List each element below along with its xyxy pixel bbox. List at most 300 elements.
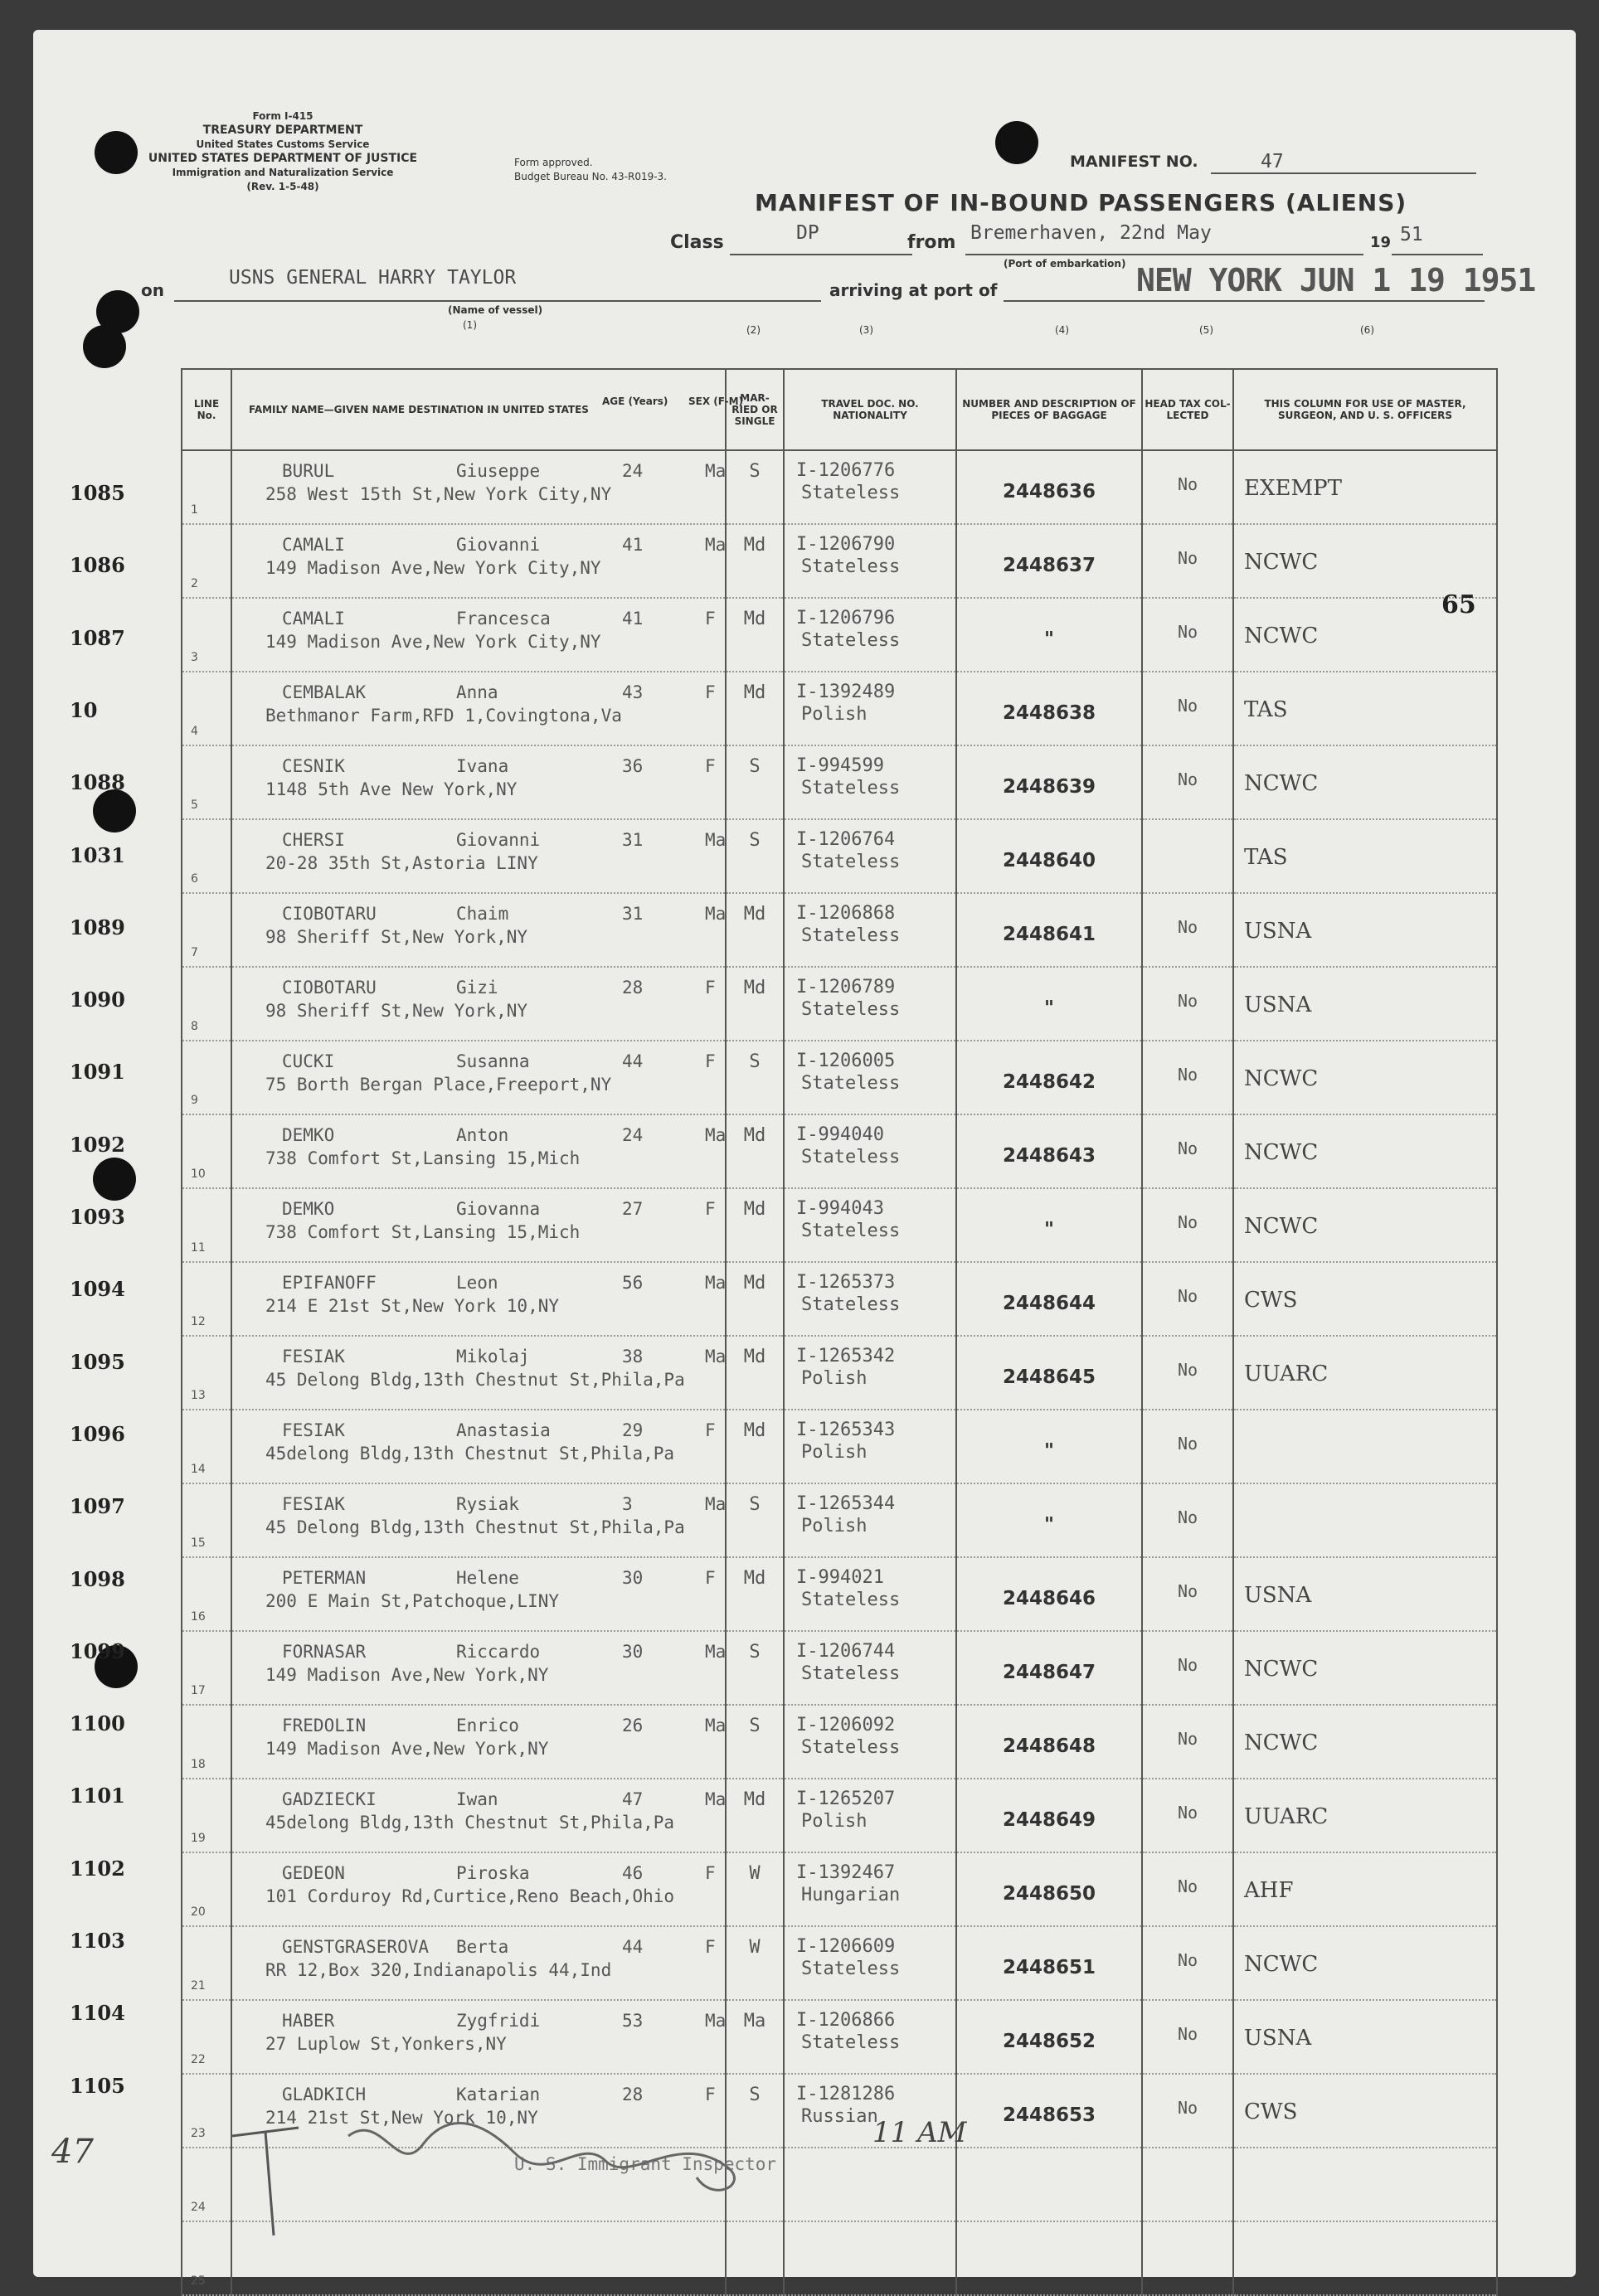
family-name: FREDOLIN	[282, 1716, 367, 1735]
travel-doc: I-1265207	[796, 1789, 896, 1809]
married-cell	[726, 1483, 784, 1557]
travel-cell	[784, 1557, 956, 1631]
line-number: 1	[191, 503, 198, 517]
given-name: Mikolaj	[456, 1347, 530, 1366]
col-num-5: (5)	[1199, 324, 1213, 336]
agency-note: USNA	[1244, 1583, 1312, 1608]
line-number: 14	[191, 1463, 206, 1476]
travel-doc: I-1206092	[796, 1715, 896, 1735]
agency-note: NCWC	[1244, 1952, 1319, 1977]
tax-cell	[1142, 1852, 1233, 1926]
nationality: Stateless	[801, 556, 901, 577]
name-cell	[231, 967, 726, 1041]
destination: 258 West 15th St,New York City,NY	[265, 484, 612, 504]
sex: F	[705, 1937, 716, 1957]
name-cell	[231, 1336, 726, 1410]
nationality: Stateless	[801, 999, 901, 1020]
marital-status: S	[749, 1716, 761, 1736]
tax-cell	[1142, 598, 1233, 672]
married-cell	[726, 1557, 784, 1631]
line-number: 13	[191, 1389, 206, 1402]
nationality: Stateless	[801, 925, 901, 946]
sex: F	[705, 2085, 716, 2104]
name-cell	[231, 1926, 726, 2000]
baggage-cell	[956, 819, 1142, 893]
tax-cell	[1142, 1557, 1233, 1631]
head-tax: No	[1177, 1507, 1198, 1527]
table-row	[182, 598, 1497, 672]
travel-cell	[784, 1410, 956, 1483]
family-name: GENSTGRASEROVA	[282, 1937, 430, 1957]
class-line	[730, 254, 912, 255]
officers-cell	[1233, 1262, 1497, 1336]
marital-status: Md	[743, 1199, 766, 1220]
name-line	[232, 1779, 725, 1811]
officers-cell	[1233, 2148, 1497, 2221]
officers-cell	[1233, 1631, 1497, 1705]
head-tax: No	[1177, 1065, 1198, 1085]
line-number: 7	[191, 946, 198, 959]
class-value: DP	[796, 222, 819, 244]
travel-doc: I-1206790	[796, 534, 896, 555]
officers-cell	[1233, 1705, 1497, 1779]
baggage-number: 2448646	[1002, 1588, 1096, 1609]
married-cell	[726, 1041, 784, 1114]
head-tax: No	[1177, 1286, 1198, 1306]
head-tax: No	[1177, 1950, 1198, 1970]
marital-status: Md	[743, 904, 766, 925]
name-line	[232, 1853, 725, 1885]
tax-cell	[1142, 1483, 1233, 1557]
line-number: 12	[191, 1315, 206, 1328]
officers-cell	[1233, 1188, 1497, 1262]
travel-cell	[784, 1852, 956, 1926]
nationality: Stateless	[801, 1959, 901, 1979]
agency-note: UUARC	[1244, 1804, 1329, 1829]
marital-status: S	[749, 830, 761, 851]
baggage-number: "	[1044, 1219, 1054, 1240]
col-num-2: (2)	[746, 324, 761, 336]
name-line	[232, 599, 725, 630]
sex: F	[705, 1420, 716, 1440]
baggage-cell	[956, 1852, 1142, 1926]
sex: Ma	[705, 1125, 727, 1145]
sex: Ma	[705, 535, 727, 555]
destination: 98 Sheriff St,New York,NY	[265, 1001, 528, 1021]
col-tax-header: HEAD TAX COL- LECTED	[1142, 369, 1233, 450]
baggage-cell	[956, 1779, 1142, 1852]
age: 53	[622, 2011, 644, 2031]
baggage-cell	[956, 1114, 1142, 1188]
baggage-number: 2448649	[1002, 1809, 1096, 1831]
name-line	[232, 2001, 725, 2032]
baggage-number: 2448647	[1002, 1662, 1096, 1683]
arrival-line	[1004, 300, 1485, 302]
age: 38	[622, 1347, 644, 1366]
line-number: 9	[191, 1094, 198, 1107]
agency-note	[1234, 1484, 1496, 1509]
line-cell	[182, 598, 231, 672]
nationality: Stateless	[801, 1294, 901, 1315]
age: 27	[622, 1199, 644, 1219]
travel-doc: I-1206796	[796, 608, 896, 629]
family-name: PETERMAN	[282, 1568, 367, 1588]
marital-status: Md	[743, 609, 766, 629]
travel-doc: I-994043	[796, 1198, 884, 1219]
line-cell	[182, 524, 231, 598]
agency-note: NCWC	[1244, 624, 1319, 648]
col-num-3: (3)	[859, 324, 873, 336]
margin-number: 1095	[70, 1349, 125, 1374]
sex: F	[705, 1863, 716, 1883]
travel-doc: I-1206764	[796, 829, 896, 850]
head-tax: No	[1177, 1876, 1198, 1896]
agency-note	[1234, 2148, 1496, 2173]
manifest-no-label: MANIFEST NO.	[1070, 153, 1198, 171]
married-cell	[726, 1114, 784, 1188]
given-name: Gizi	[456, 978, 498, 998]
line-number: 6	[191, 872, 198, 886]
tax-cell	[1142, 524, 1233, 598]
sex: Ma	[705, 1789, 727, 1809]
travel-cell	[784, 524, 956, 598]
family-name: GEDEON	[282, 1863, 345, 1883]
head-tax: No	[1177, 1803, 1198, 1823]
marital-status: S	[749, 461, 761, 482]
travel-doc: I-1206609	[796, 1936, 896, 1957]
ins-service: Immigration and Naturalization Service	[172, 167, 394, 178]
sex: Ma	[705, 1642, 727, 1662]
col-officers-header: THIS COLUMN FOR USE OF MASTER, SURGEON, AND U. S. OFFICERS	[1233, 369, 1497, 450]
age: 43	[622, 682, 644, 702]
age: 31	[622, 904, 644, 924]
vessel-line	[174, 300, 821, 302]
baggage-number: "	[1044, 1514, 1054, 1536]
baggage-cell	[956, 1041, 1142, 1114]
age: 28	[622, 2085, 644, 2104]
table-row	[182, 450, 1497, 524]
name-cell	[231, 1779, 726, 1852]
baggage-number: "	[1044, 998, 1054, 1019]
baggage-number: 2448638	[1002, 702, 1096, 724]
table-row	[182, 1041, 1497, 1114]
travel-cell	[784, 1188, 956, 1262]
name-cell	[231, 2000, 726, 2074]
baggage-number: 2448652	[1002, 2031, 1096, 2052]
head-tax: No	[1177, 917, 1198, 937]
agency-note: CWS	[1244, 1288, 1298, 1313]
margin-number: 1089	[70, 915, 125, 939]
travel-doc: I-1265373	[796, 1272, 896, 1293]
tax-cell	[1142, 1188, 1233, 1262]
line-cell	[182, 745, 231, 819]
given-name: Anna	[456, 682, 498, 702]
given-name: Berta	[456, 1937, 509, 1957]
married-cell	[726, 672, 784, 745]
marital-status: Md	[743, 1125, 766, 1146]
line-number: 24	[191, 2201, 206, 2214]
married-cell	[726, 967, 784, 1041]
name-cell	[231, 1188, 726, 1262]
table-row	[182, 1262, 1497, 1336]
family-name: GADZIECKI	[282, 1789, 377, 1809]
agency-note: TAS	[1244, 697, 1288, 722]
sex: F	[705, 609, 716, 629]
punch-hole	[93, 1158, 136, 1201]
nationality: Hungarian	[801, 1885, 901, 1905]
family-name: DEMKO	[282, 1199, 335, 1219]
margin-number: 1088	[70, 770, 125, 795]
margin-number: 1092	[70, 1132, 125, 1157]
family-name: FESIAK	[282, 1347, 345, 1366]
table-row	[182, 819, 1497, 893]
given-name: Susanna	[456, 1051, 530, 1071]
travel-cell	[784, 1926, 956, 2000]
travel-cell	[784, 1483, 956, 1557]
line-cell	[182, 1779, 231, 1852]
punch-hole	[95, 131, 138, 174]
family-name: CHERSI	[282, 830, 345, 850]
line-number: 11	[191, 1241, 206, 1255]
class-label: Class	[670, 232, 724, 253]
margin-number: 1100	[70, 1711, 125, 1736]
table-row	[182, 1483, 1497, 1557]
head-tax: No	[1177, 2024, 1198, 2044]
travel-cell	[784, 1779, 956, 1852]
head-tax: No	[1177, 622, 1198, 642]
sex: Ma	[705, 1347, 727, 1366]
destination: 45delong Bldg,13th Chestnut St,Phila,Pa	[265, 1813, 675, 1832]
name-cell	[231, 1262, 726, 1336]
from-value: Bremerhaven, 22nd May	[970, 222, 1212, 244]
family-name: CIOBOTARU	[282, 904, 377, 924]
nationality: Stateless	[801, 1663, 901, 1684]
name-line	[232, 746, 725, 778]
margin-number: 1091	[70, 1060, 125, 1085]
agency-note: USNA	[1244, 993, 1312, 1017]
table-row	[182, 2000, 1497, 2074]
line-number: 19	[191, 1832, 206, 1845]
travel-doc: I-1206866	[796, 2010, 896, 2031]
family-name: CEMBALAK	[282, 682, 367, 702]
baggage-cell	[956, 745, 1142, 819]
head-tax: No	[1177, 1138, 1198, 1158]
family-name: CESNIK	[282, 756, 345, 776]
baggage-number: 2448639	[1002, 776, 1096, 798]
margin-number: 1090	[70, 988, 125, 1012]
officers-cell	[1233, 1336, 1497, 1410]
table-row	[182, 1705, 1497, 1779]
col-age-header: AGE (Years)	[602, 396, 668, 407]
agency-note: TAS	[1244, 845, 1288, 870]
sex: F	[705, 978, 716, 998]
form-number: Form I-415	[252, 110, 313, 122]
agency-note: NCWC	[1244, 1214, 1319, 1239]
form-approved	[514, 156, 667, 184]
baggage-number: 2448653	[1002, 2104, 1096, 2126]
form-revision: (Rev. 1-5-48)	[246, 181, 319, 192]
travel-doc: I-1206744	[796, 1641, 896, 1662]
baggage-cell	[956, 893, 1142, 967]
given-name: Helene	[456, 1568, 519, 1588]
name-line	[232, 1115, 725, 1147]
table-row	[182, 1114, 1497, 1188]
destination: 45 Delong Bldg,13th Chestnut St,Phila,Pa	[265, 1370, 685, 1390]
arrival-stamp: NEW YORK JUN 1 19 1951	[1136, 262, 1536, 299]
married-cell	[726, 745, 784, 819]
travel-cell	[784, 745, 956, 819]
marital-status: W	[749, 1937, 761, 1958]
family-name: GLADKICH	[282, 2085, 367, 2104]
line-number: 2	[191, 577, 198, 590]
name-line	[232, 451, 725, 483]
name-cell	[231, 819, 726, 893]
line-cell	[182, 819, 231, 893]
given-name: Giovanni	[456, 830, 541, 850]
line-number: 15	[191, 1536, 206, 1550]
travel-cell	[784, 598, 956, 672]
travel-doc: I-1265342	[796, 1346, 896, 1366]
married-cell	[726, 450, 784, 524]
vessel-value: USNS GENERAL HARRY TAYLOR	[229, 267, 517, 289]
tax-cell	[1142, 745, 1233, 819]
baggage-cell	[956, 2000, 1142, 2074]
baggage-cell	[956, 1262, 1142, 1336]
sex: F	[705, 1051, 716, 1071]
baggage-number: 2448642	[1002, 1071, 1096, 1093]
head-tax: No	[1177, 991, 1198, 1011]
agency-note: UUARC	[1244, 1362, 1329, 1386]
customs-service: United States Customs Service	[196, 138, 370, 150]
given-name: Ivana	[456, 756, 509, 776]
line-number: 5	[191, 799, 198, 812]
baggage-number: "	[1044, 1440, 1054, 1462]
given-name: Chaim	[456, 904, 509, 924]
age: 3	[622, 1494, 633, 1514]
col-sex-header: SEX (F-M)	[688, 396, 743, 407]
travel-doc: I-1265343	[796, 1420, 896, 1440]
tax-cell	[1142, 893, 1233, 967]
table-row	[182, 1852, 1497, 1926]
given-name: Piroska	[456, 1863, 530, 1883]
name-line	[232, 525, 725, 556]
from-line	[965, 254, 1363, 255]
budget-bureau-line: Budget Bureau No. 43-R019-3.	[514, 171, 667, 182]
age: 30	[622, 1642, 644, 1662]
tax-cell	[1142, 672, 1233, 745]
col-line-header: LINE No.	[182, 369, 231, 450]
manifest-page	[33, 30, 1576, 2288]
name-line	[232, 1484, 725, 1516]
line-number: 17	[191, 1684, 206, 1697]
vessel-col-num: (1)	[463, 319, 477, 331]
baggage-cell	[956, 2074, 1142, 2148]
travel-cell	[784, 967, 956, 1041]
name-cell	[231, 1114, 726, 1188]
line-cell	[182, 2000, 231, 2074]
punch-hole	[995, 121, 1038, 164]
line-number: 8	[191, 1020, 198, 1033]
line-cell	[182, 1410, 231, 1483]
line-cell	[182, 672, 231, 745]
line-number: 21	[191, 1979, 206, 1993]
marital-status: S	[749, 1494, 761, 1515]
name-cell	[231, 672, 726, 745]
sex: F	[705, 682, 716, 702]
name-line	[232, 894, 725, 925]
nationality: Stateless	[801, 1073, 901, 1094]
table-row	[182, 893, 1497, 967]
marital-status: Md	[743, 1420, 766, 1441]
head-tax	[1143, 2222, 1232, 2245]
baggage-number: "	[1044, 629, 1054, 650]
given-name: Iwan	[456, 1789, 498, 1809]
name-line	[232, 2075, 725, 2106]
baggage-cell	[956, 1410, 1142, 1483]
baggage-cell	[956, 967, 1142, 1041]
head-tax: No	[1177, 696, 1198, 716]
destination: Bethmanor Farm,RFD 1,Covingtona,Va	[265, 706, 622, 726]
name-cell	[231, 1705, 726, 1779]
destination: 45delong Bldg,13th Chestnut St,Phila,Pa	[265, 1444, 675, 1464]
form-info	[138, 109, 428, 194]
destination: 738 Comfort St,Lansing 15,Mich	[265, 1148, 581, 1168]
manifest-no-line	[1211, 172, 1476, 174]
table-row	[182, 1336, 1497, 1410]
age: 24	[622, 461, 644, 481]
officers-cell	[1233, 1483, 1497, 1557]
col-baggage-header: NUMBER AND DESCRIPTION OF PIECES OF BAGGAGE	[956, 369, 1142, 450]
travel-doc: I-1206005	[796, 1051, 896, 1071]
table-row	[182, 524, 1497, 598]
table-row	[182, 1188, 1497, 1262]
baggage-number: 2448650	[1002, 1883, 1096, 1905]
nationality: Polish	[801, 1368, 868, 1389]
baggage-number: 2448644	[1002, 1293, 1096, 1314]
on-label: on	[141, 280, 164, 300]
line-cell	[182, 1262, 231, 1336]
name-line	[232, 1558, 725, 1590]
name-cell	[231, 1631, 726, 1705]
destination: 738 Comfort St,Lansing 15,Mich	[265, 1222, 581, 1242]
name-cell	[231, 524, 726, 598]
married-cell	[726, 598, 784, 672]
col-name-header: FAMILY NAME—GIVEN NAME DESTINATION IN UNITED STATES	[231, 369, 726, 450]
table-row	[182, 672, 1497, 745]
agency-note: NCWC	[1244, 1730, 1319, 1755]
line-cell	[182, 1041, 231, 1114]
tax-cell	[1142, 1336, 1233, 1410]
baggage-number: 2448645	[1002, 1366, 1096, 1388]
baggage-number	[957, 2222, 1141, 2252]
officers-cell	[1233, 1041, 1497, 1114]
family-name: EPIFANOFF	[282, 1273, 377, 1293]
marital-status: Md	[743, 682, 766, 703]
margin-number: 1085	[70, 481, 125, 505]
nationality: Polish	[801, 704, 868, 725]
table-row	[182, 1410, 1497, 1483]
baggage-cell	[956, 524, 1142, 598]
head-tax: No	[1177, 769, 1198, 789]
col-travel-header: TRAVEL DOC. NO. NATIONALITY	[784, 369, 956, 450]
agency-note: NCWC	[1244, 1140, 1319, 1165]
given-name: Rysiak	[456, 1494, 519, 1514]
nationality: Stateless	[801, 1590, 901, 1610]
corner-number: 47	[51, 2133, 94, 2171]
margin-number: 1086	[70, 553, 125, 578]
family-name: CAMALI	[282, 609, 345, 629]
baggage-number: 2448637	[1002, 555, 1096, 576]
